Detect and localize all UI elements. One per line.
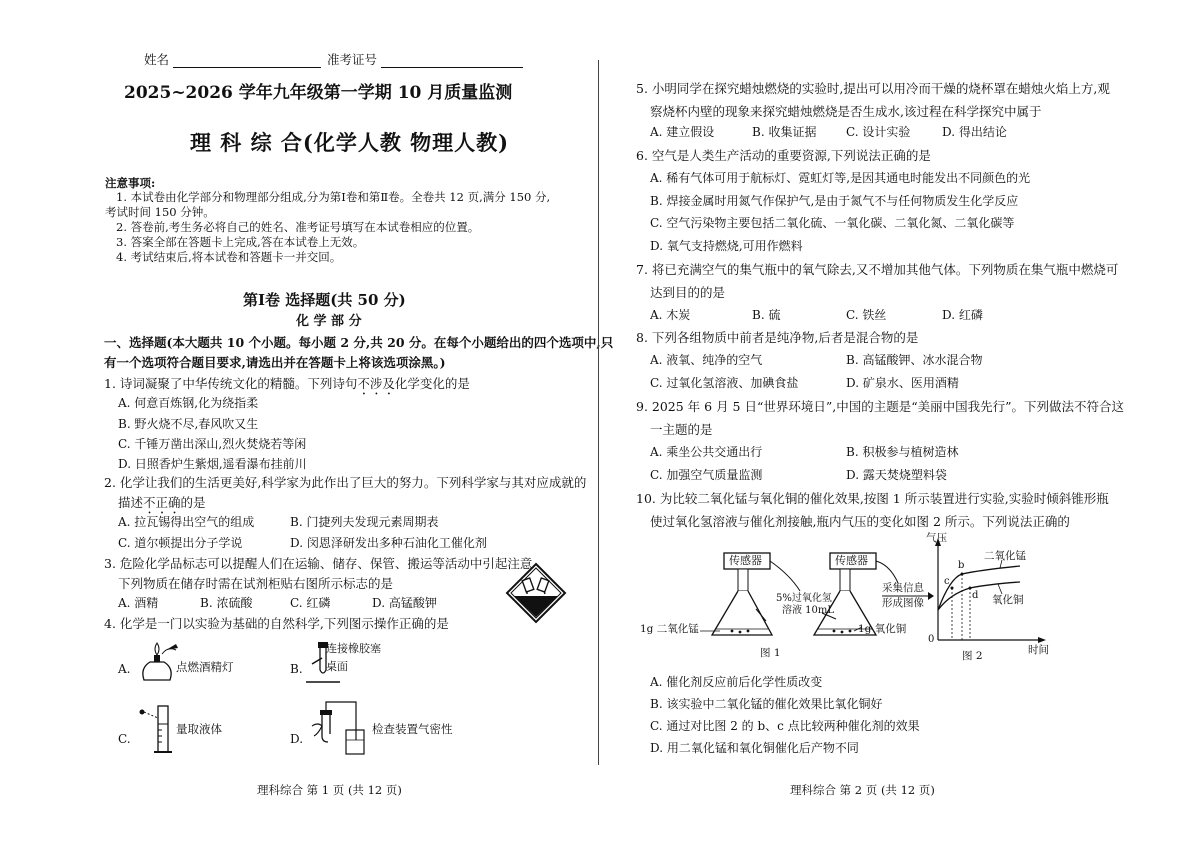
q4-b-label-2: 桌面 [326,660,348,673]
footer-right: 理科综合 第 2 页 (共 12 页) [790,783,935,797]
q10-solution-label: 5%过氧化氢 [776,593,832,604]
q1-option-c[interactable]: C. 千锤万凿出深山,烈火焚烧若等闲 [118,437,307,451]
airtightness-check-icon [304,700,366,758]
q6-option-a[interactable]: A. 稀有气体可用于航标灯、霓虹灯等,是因其通电时能发出不同颜色的光 [650,171,1031,185]
q4-c-label: 量取液体 [176,722,222,736]
q4-stem: 4. 化学是一门以实验为基础的自然科学,下列图示操作正确的是 [104,616,449,631]
q10-option-a[interactable]: A. 催化剂反应前后化学性质改变 [650,675,823,689]
q6-stem: 6. 空气是人类生产活动的重要资源,下列说法正确的是 [636,148,931,163]
q6-option-c[interactable]: C. 空气污染物主要包括二氧化硫、一氧化碳、二氧化氮、二氧化碳等 [650,216,1015,230]
q2-option-b[interactable]: B. 门捷列夫发现元素周期表 [290,515,439,529]
q6-option-b[interactable]: B. 焊接金属时用氮气作保护气,是由于氮气不与任何物质发生化学反应 [650,194,1019,208]
q5-option-d[interactable]: D. 得出结论 [942,125,1007,139]
notice-item-1b: 考试时间 150 分钟。 [105,205,215,219]
q7-option-c[interactable]: C. 铁丝 [846,308,887,322]
q3-stem-2: 下列物质在储存时需在试剂柜贴右图所示标志的是 [118,576,394,591]
q10-figure-2 [880,530,1060,668]
q7-line-1: 7. 将已充满空气的集气瓶中的氧气除去,又不增加其他气体。下列物质在集气瓶中燃烧可 [636,262,1119,277]
q10-volume-label: 溶液 10mL [782,605,835,616]
q3-option-c[interactable]: C. 红磷 [290,596,331,610]
notice-heading: 注意事项: [105,176,156,190]
notice-item-1: 1. 本试卷由化学部分和物理部分组成,分为第Ⅰ卷和第Ⅱ卷。全卷共 12 页,满分 150 分, [116,190,551,204]
section-title: 第Ⅰ卷 选择题(共 50 分) [243,291,406,309]
exam-title: 2025~2026 学年九年级第一学期 10 月质量监测 [124,83,513,103]
q2-option-d[interactable]: D. 闵恩泽研发出多种石油化工催化剂 [290,536,487,550]
q10-graph-series-2: 氧化铜 [992,594,1024,606]
q8-option-a[interactable]: A. 液氧、纯净的空气 [650,353,763,367]
q4-option-d[interactable] [290,700,460,758]
q6-option-d[interactable]: D. 氧气支持燃烧,可用作燃料 [650,239,803,253]
corrosive-hazard-icon [505,562,567,624]
q10-graph-ylabel: 气压 [926,532,947,544]
q10-graph-origin: 0 [928,634,935,645]
q4-c-letter: C. [118,732,131,746]
q2-option-a[interactable]: A. 拉瓦锡得出空气的组成 [118,515,255,529]
q2-emphasis: 不正确 [143,495,181,510]
q1-option-a[interactable]: A. 何意百炼钢,化为绕指柔 [118,396,259,410]
q5-option-b[interactable]: B. 收集证据 [752,125,817,139]
exam-id-blank[interactable] [381,55,523,68]
page-divider [598,60,599,765]
q2-stem-part: 描述 [118,495,144,510]
q4-option-c[interactable] [118,700,258,756]
graduated-cylinder-icon [134,700,174,756]
q7-option-b[interactable]: B. 硫 [752,308,781,322]
q10-point-c: c [944,576,950,587]
q5-option-a[interactable]: A. 建立假设 [650,125,715,139]
notice-item-4: 4. 考试结束后,将本试卷和答题卡一并交回。 [116,250,342,264]
q4-d-label: 检查装置气密性 [372,722,453,736]
q10-graph-series-1: 二氧化锰 [984,550,1026,562]
q10-point-d: d [972,590,979,601]
q10-option-d[interactable]: D. 用二氧化锰和氧化铜催化后产物不同 [650,741,859,755]
q10-collect-1: 采集信息 [882,582,924,594]
q2-stem-1: 2. 化学让我们的生活更美好,科学家为此作出了巨大的努力。下列科学家与其对应成就的 [104,475,587,490]
alcohol-lamp-icon [136,640,180,686]
q10-graph-xlabel: 时间 [1028,644,1049,656]
q8-option-d[interactable]: D. 矿泉水、医用酒精 [846,376,959,390]
q1-stem-part: 1. 诗词凝聚了中华传统文化的精髓。下列诗句 [104,376,358,391]
q10-sensor-1: 传感器 [729,554,762,567]
part-title: 化 学 部 分 [296,314,362,329]
q3-option-a[interactable]: A. 酒精 [118,596,159,610]
q7-option-d[interactable]: D. 红磷 [942,308,983,322]
exam-id-label: 准考证号 [326,52,377,67]
q4-d-letter: D. [290,732,304,746]
q4-b-letter: B. [290,662,303,676]
q10-collect-2: 形成图像 [882,597,924,609]
q10-line-2: 使过氧化氢溶液与催化剂接触,瓶内气压的变化如图 2 所示。下列说法正确的 [650,514,1070,529]
q5-option-c[interactable]: C. 设计实验 [846,125,911,139]
q7-line-2: 达到目的的是 [650,285,726,300]
q10-point-b: b [958,560,965,571]
q9-option-b[interactable]: B. 积极参与植树造林 [846,445,959,459]
q4-b-label-1: 连接橡胶塞 [326,642,381,655]
q4-option-a[interactable] [118,640,258,690]
instruction-line-1: 一、选择题(本大题共 10 个小题。每小题 2 分,共 20 分。在每个小题给出的四个选项中,只 [104,335,614,350]
q5-line-2: 察烧杯内壁的现象来探究蜡烛燃烧是否生成水,该过程在科学探究中属于 [650,104,1042,119]
q1-option-d[interactable]: D. 日照香炉生紫烟,遥看瀑布挂前川 [118,457,307,471]
instruction-line-2: 有一个选项符合题目要求,请选出并在答题卡上将该选项涂黑。) [104,355,446,370]
q10-catalyst-1: 1g 二氧化锰 [640,623,699,635]
q9-option-d[interactable]: D. 露天焚烧塑料袋 [846,468,947,482]
name-line [144,52,523,68]
q1-emphasis: 不涉及 [357,376,395,391]
name-label: 姓名 [144,52,170,67]
q9-option-c[interactable]: C. 加强空气质量监测 [650,468,763,482]
q2-stem-2 [118,495,206,517]
q8-option-b[interactable]: B. 高锰酸钾、冰水混合物 [846,353,983,367]
q4-a-letter: A. [118,662,131,676]
q8-stem: 8. 下列各组物质中前者是纯净物,后者是混合物的是 [636,330,919,345]
q1-stem-part: 化学变化的是 [394,376,470,391]
q3-option-d[interactable]: D. 高锰酸钾 [372,596,437,610]
q4-option-b[interactable] [290,636,410,692]
q10-sensor-2: 传感器 [835,554,868,567]
q3-option-b[interactable]: B. 浓硫酸 [200,596,253,610]
q5-line-1: 5. 小明同学在探究蜡烛燃烧的实验时,提出可以用冷而干燥的烧杯罩在蜡烛火焰上方,观 [636,81,1110,96]
name-blank[interactable] [173,55,321,68]
q1-option-b[interactable]: B. 野火烧不尽,春风吹又生 [118,417,259,431]
q3-stem-1: 3. 危险化学品标志可以提醒人们在运输、储存、保管、搬运等活动中引起注意。 [104,556,545,571]
notice-item-2: 2. 答卷前,考生务必将自己的姓名、准考证号填写在本试卷相应的位置。 [116,220,480,234]
subject-title: 理 科 综 合(化学人教 物理人教) [190,130,510,155]
q9-line-1: 9. 2025 年 6 月 5 日“世界环境日”,中国的主题是“美丽中国我先行”。下列做法不符合这 [636,399,1125,414]
q1-stem [104,376,470,398]
q4-a-label: 点燃酒精灯 [176,660,234,674]
q2-option-c[interactable]: C. 道尔顿提出分子学说 [118,536,243,550]
notice-item-3: 3. 答案全部在答题卡上完成,答在本试卷上无效。 [116,235,365,249]
q10-fig2-caption: 图 2 [962,650,983,662]
q10-option-c[interactable]: C. 通过对比图 2 的 b、c 点比较两种催化剂的效果 [650,719,920,733]
q9-line-2: 一主题的是 [650,422,713,437]
q8-option-c[interactable]: C. 过氧化氢溶液、加碘食盐 [650,376,799,390]
q10-catalyst-2: 1g 氧化铜 [858,623,907,635]
q10-fig1-caption: 图 1 [760,647,781,659]
footer-left: 理科综合 第 1 页 (共 12 页) [257,783,402,797]
q10-option-b[interactable]: B. 该实验中二氧化锰的催化效果比氧化铜好 [650,697,883,711]
q7-option-a[interactable]: A. 木炭 [650,308,691,322]
q10-line-1: 10. 为比较二氧化锰与氧化铜的催化效果,按图 1 所示装置进行实验,实验时倾斜锥形瓶 [636,491,1109,506]
q2-stem-part: 的是 [180,495,206,510]
q9-option-a[interactable]: A. 乘坐公共交通出行 [650,445,763,459]
